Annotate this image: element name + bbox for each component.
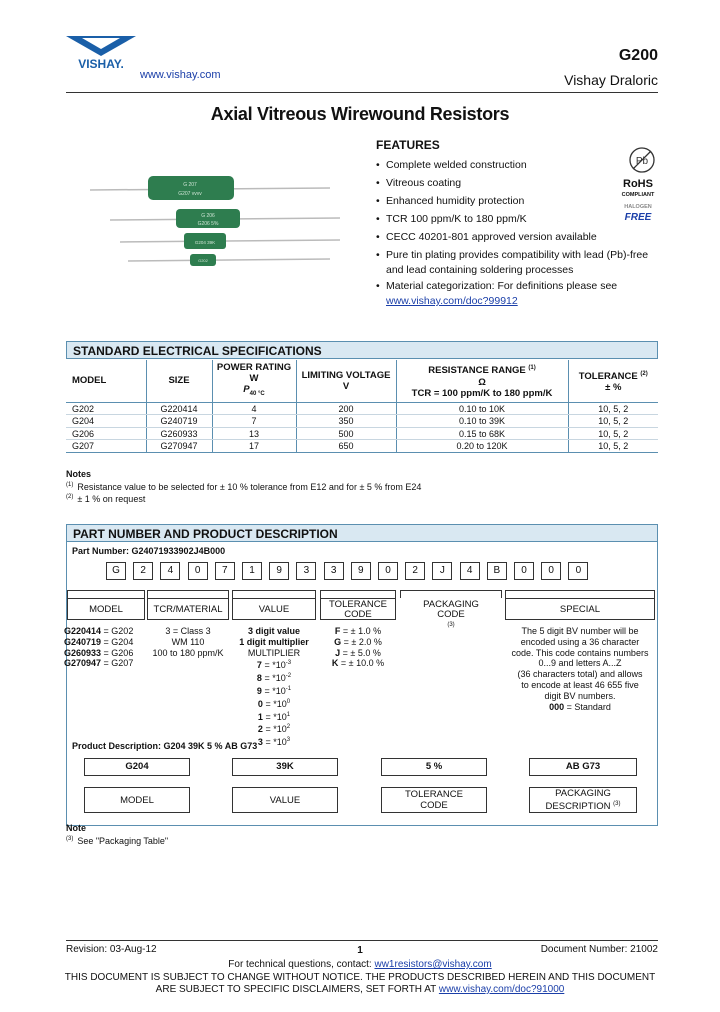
- table-row: G207 G270947 17 650 0.20 to 120K 10, 5, 2: [66, 440, 658, 453]
- col-voltage: LIMITING VOLTAGE V: [296, 360, 396, 402]
- multiplier-line: $7 = *10^{-3}$: [256, 660, 292, 671]
- pd-model-value: G204: [84, 758, 190, 776]
- resistor-photo: [90, 168, 350, 278]
- pd-value-caption: VALUE: [232, 787, 338, 813]
- page-title: Axial Vitreous Wirewound Resistors: [210, 104, 510, 124]
- note-2: $^{(2)}$ ± 1 % on request: [66, 494, 146, 504]
- col-size: SIZE: [146, 360, 212, 402]
- pb-text: Pb: [635, 156, 649, 167]
- tcr-options: 3 = Class 3 WM 110 100 to 180 ppm/K: [152, 626, 224, 658]
- multiplier-line: $8 = *10^{-2}$: [256, 673, 292, 684]
- feature-item: • Material categorization: For definitions please see www.vishay.com/doc?99912: [376, 277, 658, 308]
- document-number: Document Number: 21002: [540, 944, 658, 955]
- pd-packaging-caption: PACKAGING DESCRIPTION $^{(3)}$: [529, 787, 637, 813]
- part-number-char: 0: [514, 562, 534, 580]
- tcr-category: TCR/MATERIAL: [147, 598, 229, 620]
- part-number-char: J: [432, 562, 452, 580]
- tolerance-category: TOLERANCE CODE: [320, 598, 396, 620]
- part-number-heading: PART NUMBER AND PRODUCT DESCRIPTION: [66, 524, 658, 542]
- company-name: Vishay Draloric: [564, 72, 658, 88]
- col-tolerance: TOLERANCE $^{(2)}$ ± %: [568, 360, 658, 402]
- lead-free-icon: [628, 146, 656, 174]
- spec-table-heading: STANDARD ELECTRICAL SPECIFICATIONS: [66, 341, 658, 359]
- pd-model-caption: MODEL: [84, 787, 190, 813]
- resistor-label: G206 5%: [197, 221, 219, 227]
- notes-title: Notes: [66, 469, 92, 479]
- tcr-bracket: [147, 590, 229, 598]
- tolerance-options: F = ± 1.0 % G = ± 2.0 % J = ± 5.0 % K = ± 10.0 %: [331, 626, 385, 669]
- special-bracket: [505, 590, 655, 598]
- product-description-label: Product Description: G204 39K 5 % AB G73: [72, 741, 258, 751]
- halogen-label: HALOGEN: [624, 204, 652, 210]
- part-number-char: 0: [541, 562, 561, 580]
- footer-rule: [66, 940, 658, 941]
- part-number-char: 7: [215, 562, 235, 580]
- halogen-free-badge: FREE: [624, 212, 652, 223]
- note-3: $^{(3)}$ See "Packaging Table": [66, 836, 169, 846]
- packaging-category: PACKAGING CODE: [423, 598, 479, 620]
- part-number-label: Part Number: G24071933902J4B000: [72, 546, 226, 556]
- multiplier-line: $3 = *10^3$: [257, 737, 291, 748]
- multiplier-line: $9 = *10^{-1}$: [256, 685, 292, 696]
- note-title: Note: [66, 823, 86, 833]
- col-model: MODEL: [66, 360, 146, 402]
- resistor-label: G202: [198, 258, 208, 263]
- rohs-compliant: COMPLIANT: [621, 192, 655, 198]
- part-number-char: 0: [378, 562, 398, 580]
- feature-item: • CECC 40201-801 approved version available: [376, 228, 658, 246]
- multiplier-line: $2 = *10^2$: [257, 724, 291, 735]
- part-number-char: 0: [568, 562, 588, 580]
- feature-item: • Vitreous coating: [376, 174, 658, 192]
- disclaimer-line-2: ARE SUBJECT TO SPECIFIC DISCLAIMERS, SET FORTH AT www.vishay.com/doc?91000: [155, 984, 565, 995]
- contact-email-link[interactable]: ww1resistors@vishay.com: [374, 959, 492, 970]
- part-number-char: G: [106, 562, 126, 580]
- vishay-logo: [66, 36, 136, 70]
- part-number-char: 1: [242, 562, 262, 580]
- table-row: G204 G240719 7 350 0.10 to 39K 10, 5, 2: [66, 415, 658, 428]
- part-number-char: 3: [296, 562, 316, 580]
- feature-item: • TCR 100 ppm/K to 180 ppm/K: [376, 210, 658, 228]
- col-power: POWER RATING W $P_{40 ^\circ C}$: [212, 360, 296, 402]
- part-number-char: 9: [269, 562, 289, 580]
- spec-table: [66, 360, 658, 453]
- part-number-char: 2: [133, 562, 153, 580]
- feature-item: • Complete welded construction: [376, 156, 658, 174]
- model-bracket: [67, 590, 145, 598]
- feature-item: • Enhanced humidity protection: [376, 192, 658, 210]
- packaging-bracket: [400, 590, 502, 598]
- part-number-char: 3: [324, 562, 344, 580]
- feature-item: • Pure tin plating provides compatibility with lead (Pb)-free and lead containing soldering processes: [376, 246, 658, 277]
- packaging-note-mark: (3): [447, 622, 455, 628]
- material-link[interactable]: www.vishay.com/doc?99912: [386, 295, 518, 307]
- product-code: G200: [618, 47, 658, 64]
- page-number: 1: [357, 945, 363, 956]
- part-number-char: 2: [405, 562, 425, 580]
- pd-value-value: 39K: [232, 758, 338, 776]
- multiplier-line: $1 = *10^1$: [257, 711, 291, 722]
- special-category: SPECIAL: [505, 598, 655, 620]
- svg-text:VISHAY.: VISHAY.: [78, 57, 124, 70]
- value-category: VALUE: [232, 598, 316, 620]
- disclaimer-line-1: THIS DOCUMENT IS SUBJECT TO CHANGE WITHOUT NOTICE. THE PRODUCTS DESCRIBED HEREIN AND THIS DOCUMENT: [64, 972, 656, 983]
- resistor-label: G 207: [183, 182, 197, 188]
- table-row: G202 G220414 4 200 0.10 to 10K 10, 5, 2: [66, 402, 658, 415]
- header-url[interactable]: www.vishay.com: [140, 69, 221, 81]
- disclaimer-link[interactable]: www.vishay.com/doc?91000: [438, 984, 565, 995]
- col-range: RESISTANCE RANGE $^{(1)}$ Ω TCR = 100 ppm/K to 180 ppm/K: [396, 360, 568, 402]
- special-options: The 5 digit BV number will be encoded using a 36 character code. This code contains numbers 0...9 and letters A...Z (36 characters total) and allows to encode at least 46 655 five digit BV numbers. 000 = Standard: [511, 626, 649, 712]
- part-number-char: B: [487, 562, 507, 580]
- header-rule: [66, 92, 658, 93]
- part-number-char: 4: [460, 562, 480, 580]
- revision: Revision: 03-Aug-12: [66, 944, 157, 955]
- part-number-char: 0: [188, 562, 208, 580]
- value-options: 3 digit value 1 digit multiplier MULTIPLIER $7 = *10^{-3}$ $8 = *10^{-2}$ $9 = *10^{-1}$ $0 = *10^0$ $1 = *10^1$ $2 = *10^2$ $3 = *10^3$: [232, 626, 316, 748]
- note-1: $^{(1)}$ Resistance value to be selected for ± 10 % tolerance from E12 and for ± 5 % from E24: [66, 482, 422, 492]
- model-category: MODEL: [67, 598, 145, 620]
- pd-packaging-value: AB G73: [529, 758, 637, 776]
- table-row: G206 G260933 13 500 0.15 to 68K 10, 5, 2: [66, 427, 658, 440]
- model-options: G220414 = G202 G240719 = G204 G260933 = G206 G270947 = G207: [64, 626, 134, 669]
- resistor-label: G204 39K: [194, 240, 216, 245]
- rohs-badge: RoHS: [623, 178, 653, 190]
- features-heading: FEATURES: [376, 138, 440, 152]
- resistor-label: G207 vvvv: [178, 191, 202, 197]
- value-bracket: [232, 590, 316, 598]
- pd-tolerance-value: 5 %: [381, 758, 487, 776]
- resistor-label: G 206: [201, 213, 215, 219]
- part-number-char: 4: [160, 562, 180, 580]
- multiplier-line: $0 = *10^0$: [257, 698, 291, 709]
- part-number-char: 9: [351, 562, 371, 580]
- tolerance-bracket: [320, 590, 396, 598]
- contact-line: For technical questions, contact: ww1resistors@vishay.com: [228, 959, 492, 970]
- pd-tolerance-caption: TOLERANCE CODE: [381, 787, 487, 813]
